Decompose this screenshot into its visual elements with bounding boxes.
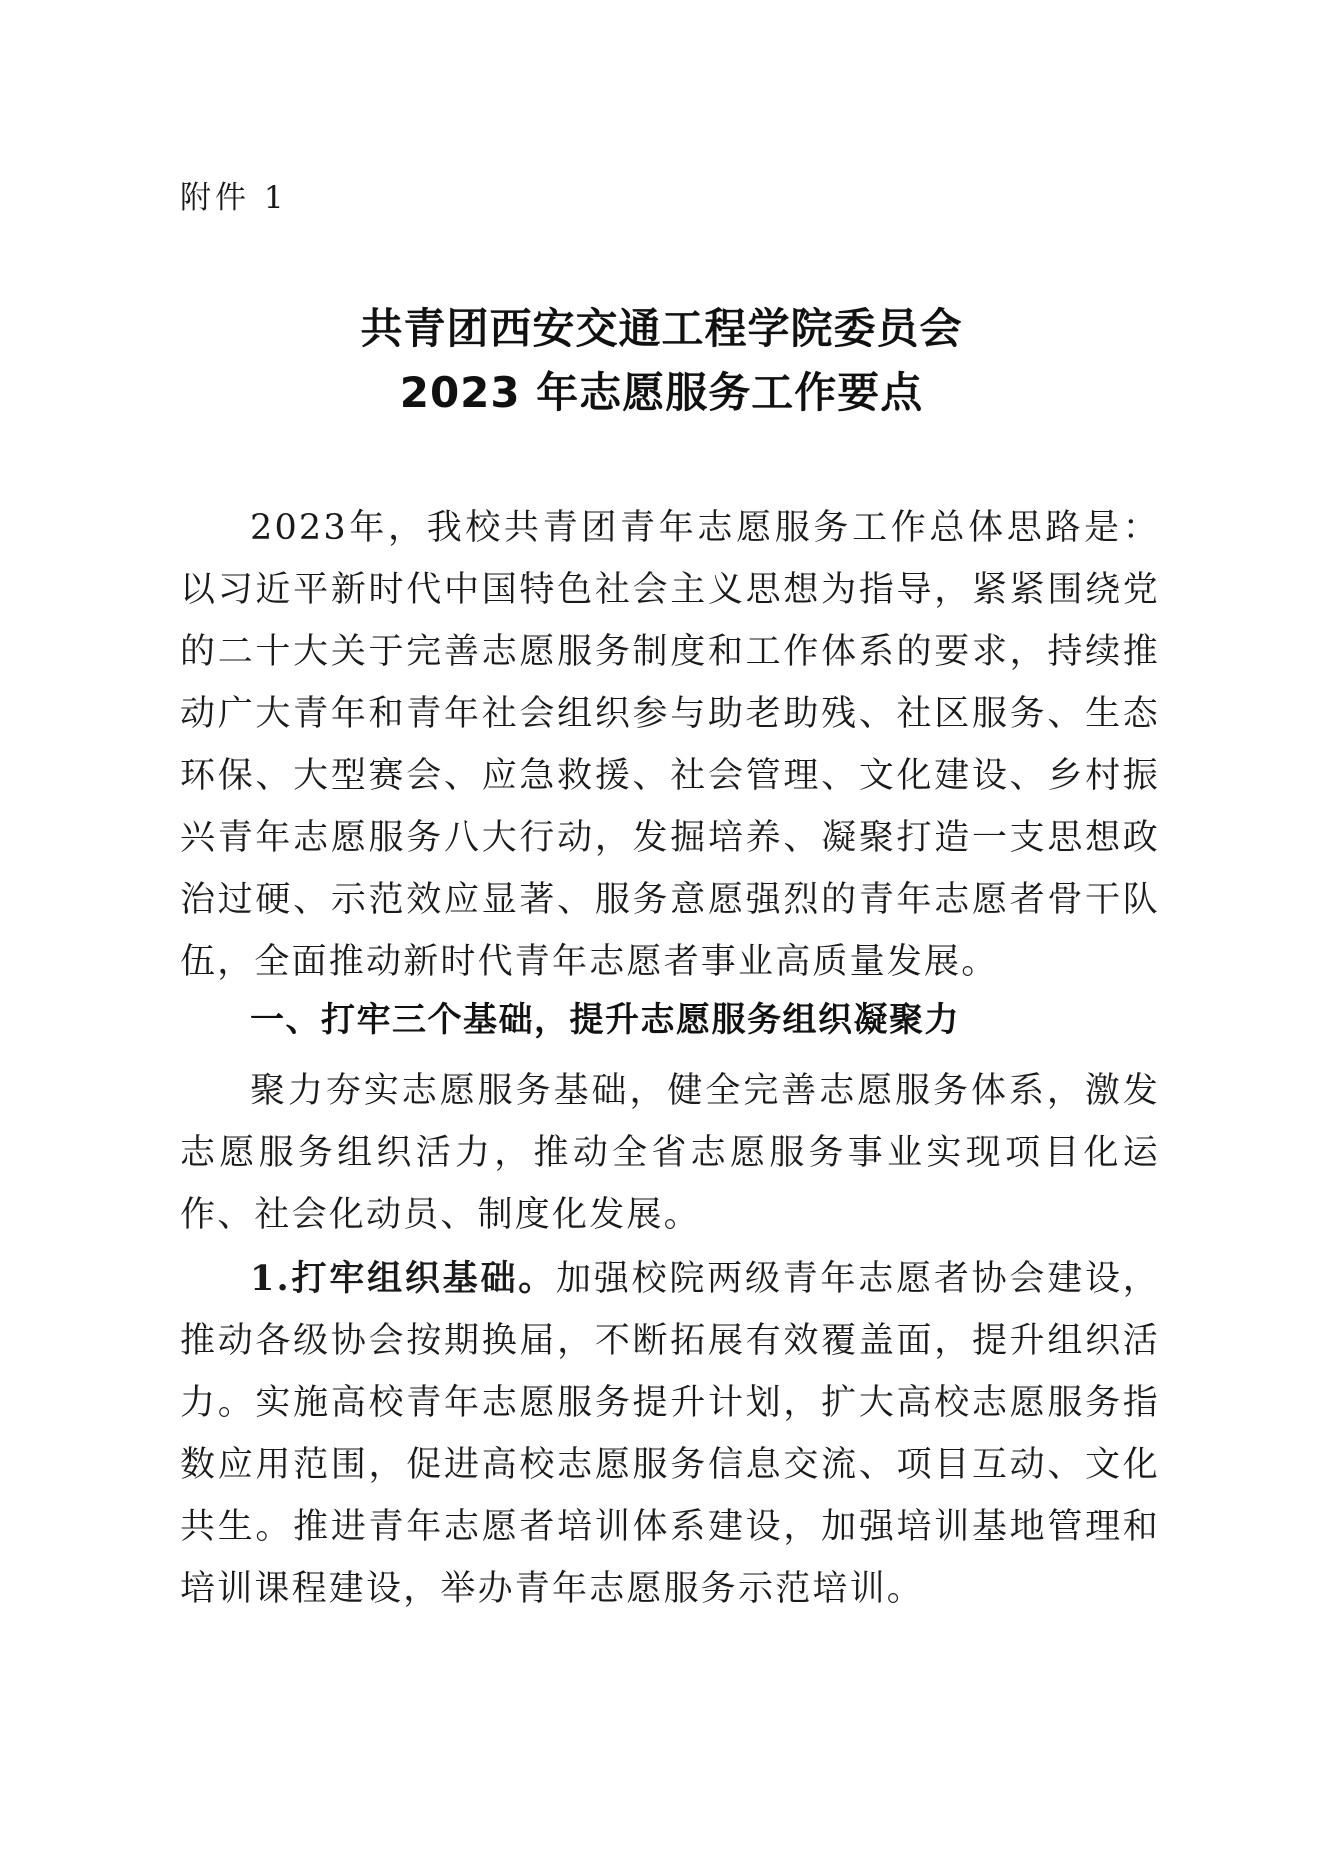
item1-lead: 1.打牢组织基础。 <box>250 1258 557 1299</box>
item1-text: 加强校院两级青年志愿者协会建设，推动各级协会按期换届，不断拓展有效覆盖面，提升组织活力。实施高校青年志愿服务提升计划，扩大高校志愿服务指数应用范围，促进高校志愿服务信息交流、项目互动、文化共生。推进青年志愿者培训体系建设，加强培训基地管理和培训课程建设，举办青年志愿服务示范培训。 <box>180 1259 1161 1609</box>
document-title-line2: 2023 年志愿服务工作要点 <box>399 368 924 417</box>
document-title-line1: 共青团西安交通工程学院委员会 <box>360 304 963 353</box>
intro-paragraph: 2023年，我校共青团青年志愿服务工作总体思路是：以习近平新时代中国特色社会主义思想为指导，紧紧围绕党的二十大关于完善志愿服务制度和工作体系的要求，持续推动广大青年和青年社会组织参与助老助残、社区服务、生态环保、大型赛会、应急救援、社会管理、文化建设、乡村振兴青年志愿服务八大行动，发掘培养、凝聚打造一支思想政治过硬、示范效应显著、服务意愿强烈的青年志愿者骨干队伍，全面推动新时代青年志愿者事业高质量发展。 <box>180 508 1160 982</box>
section1-paragraph: 聚力夯实志愿服务基础，健全完善志愿服务体系，激发志愿服务组织活力，推动全省志愿服务事业实现项目化运作、社会化动员、制度化发展。 <box>180 1071 1160 1235</box>
section1-heading: 一、打牢三个基础，提升志愿服务组织凝聚力 <box>250 1000 960 1040</box>
attachment-label: 附件 1 <box>180 180 288 216</box>
section1-item1 <box>180 1248 1160 1620</box>
